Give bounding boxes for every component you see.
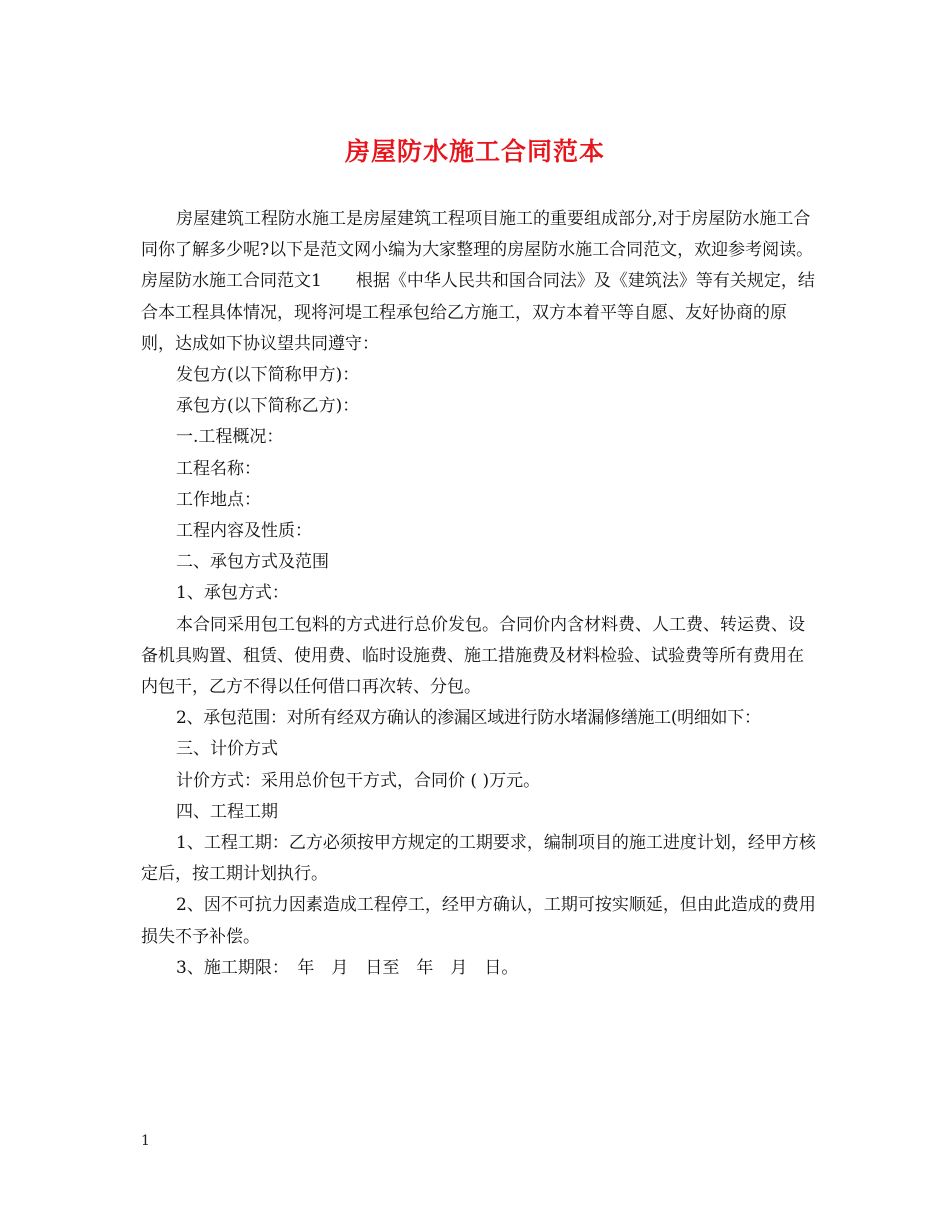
document-title: 房屋防水施工合同范本: [344, 137, 605, 166]
pricing-line: 计价方式：采用总价包干方式，合同价 ( )万元。: [176, 770, 541, 791]
section-2-heading: 二、承包方式及范围: [176, 552, 329, 573]
party-a-line: 发包方(以下简称甲方)：: [176, 365, 360, 386]
sample-heading-paragraph: 房屋防水施工合同范文1 根据《中华人民共和国合同法》及《建筑法》等有关规定，结合本工程具体情况，现将河堤工程承包给乙方施工，双方本着平等自愿、友好协商的原则，达成如下协议望共同遵守：: [141, 271, 815, 354]
work-location-line: 工作地点：: [176, 489, 261, 510]
duration-clause-2: 2、因不可抗力因素造成工程停工，经甲方确认，工期可按实顺延，但由此造成的费用损失不予补偿。: [141, 895, 816, 947]
page-number: 1: [141, 1133, 150, 1149]
project-name-line: 工程名称：: [176, 458, 261, 479]
document-body: [141, 204, 816, 984]
duration-clause-1: 1、工程工期：乙方必须按甲方规定的工期要求，编制项目的施工进度计划，经甲方核定后，按工期计划执行。: [141, 833, 816, 885]
section-1-heading: 一.工程概况：: [176, 427, 284, 448]
party-b-line: 承包方(以下简称乙方)：: [176, 396, 360, 417]
section-4-heading: 四、工程工期: [176, 801, 278, 822]
contract-mode-line: 1、承包方式：: [176, 583, 289, 604]
contract-mode-detail: 本合同采用包工包料的方式进行总价发包。合同价内含材料费、人工费、转运费、设备机具购置、租赁、使用费、临时设施费、施工措施费及材料检验、试验费等所有费用在内包干，乙方不得以任何借口再次转、分包。: [141, 614, 805, 698]
intro-paragraph: 房屋建筑工程防水施工是房屋建筑工程项目施工的重要组成部分,对于房屋防水施工合同你了解多少呢?以下是范文网小编为大家整理的房屋防水施工合同范文，欢迎参考阅读。: [141, 209, 814, 261]
project-content-line: 工程内容及性质：: [176, 521, 312, 542]
section-3-heading: 三、计价方式: [176, 739, 278, 760]
duration-clause-3: 3、施工期限： 年 月 日至 年 月 日。: [176, 957, 519, 978]
contract-scope-line: 2、承包范围：对所有经双方确认的渗漏区域进行防水堵漏修缮施工(明细如下：: [176, 708, 761, 729]
